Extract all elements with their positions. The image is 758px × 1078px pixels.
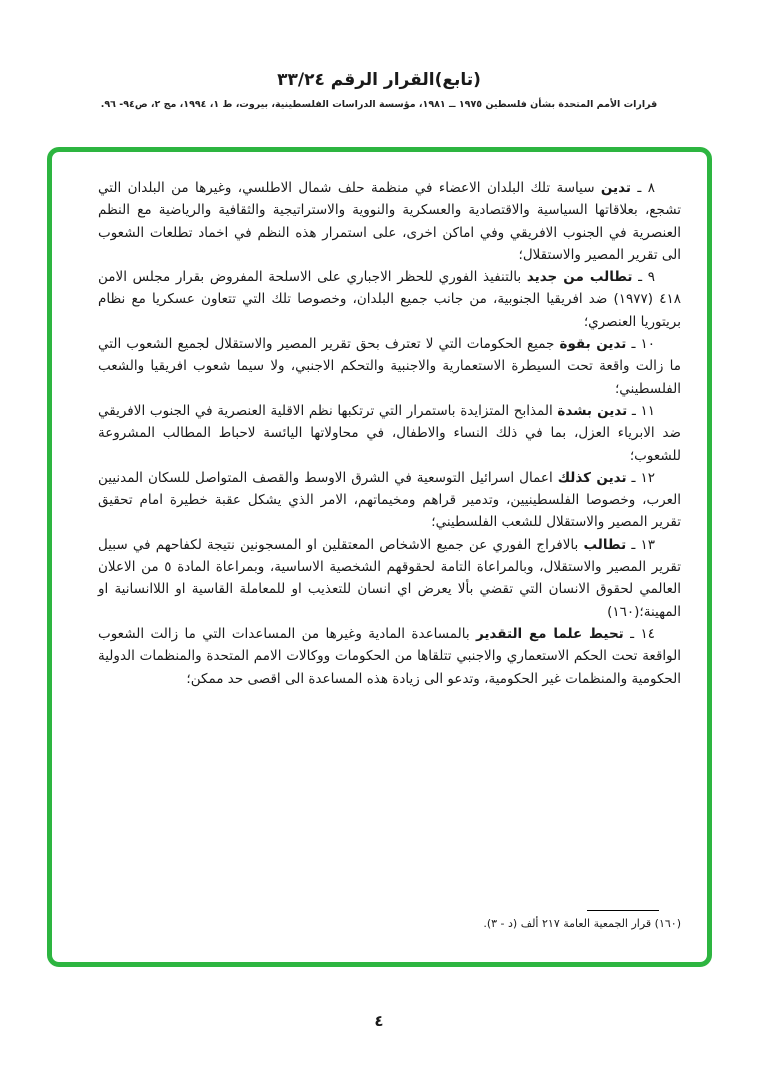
resolution-text-block	[98, 177, 681, 690]
resolution-paragraph-8	[98, 177, 681, 266]
paragraph-lead: تدين	[600, 180, 631, 196]
paragraph-number: ١٤ ـ	[630, 625, 655, 642]
paragraph-lead: تدين بقوة	[559, 336, 627, 353]
resolution-paragraph-13	[98, 534, 681, 623]
resolution-paragraph-10	[98, 333, 681, 400]
paragraph-text: اعمال اسرائيل التوسعية في الشرق الاوسط والقصف المتواصل للسكان المدنيين العرب، وخصوصا الفلسطينيين، وتدمير قراهم ومخيماتهم، الامر الذي يشكل عقبة خطيرة امام تحقيق تقرير المصير والاستقلال للشعب الفلسطيني؛	[98, 469, 681, 531]
document-header	[0, 70, 758, 110]
paragraph-lead: تدين كذلك	[557, 469, 627, 486]
paragraph-text: بالتنفيذ الفوري للحظر الاجباري على الاسلحة المفروض بقرار مجلس الامن ٤١٨ (١٩٧٧) ضد افريقيا الجنوبية، من جانب جميع البلدان، وخصوصا تلك التي تتعاون عسكريا مع نظام بريتوريا العنصري؛	[98, 269, 681, 330]
resolution-paragraph-11	[98, 400, 681, 467]
paragraph-number: ٨ ـ	[637, 180, 655, 196]
resolution-paragraph-12	[98, 467, 681, 534]
page-number: ٤	[374, 1012, 384, 1030]
paragraph-lead: تطالب من جديد	[526, 269, 633, 286]
document-subtitle: قرارات الأمم المتحدة بشأن فلسطين ١٩٧٥ ــ ١٩٨١، مؤسسة الدراسات الفلسطينية، بيروت، ط ١، ١٩٩٤، مج ٢، ص٩٤- ٩٦.	[100, 99, 658, 110]
paragraph-text: سياسة تلك البلدان الاعضاء في منظمة حلف شمال الاطلسي، وغيرها من البلدان التي تشجع، بعلاقاتها السياسية والاقتصادية والعسكرية والنووية والاستراتيجية والثقافية والرياضية مع النظم العنصرية في الجنوب الافريقي وفي اماكن اخرى، على استمرار هذه النظم في اخماد تطلعات الشعوب الى تقرير المصير والاستقلال؛	[98, 180, 681, 263]
document-title: (تابع)القرار الرقم ٣٣/٢٤	[277, 70, 481, 90]
highlight-annotation-box	[47, 147, 712, 967]
paragraph-text: المذابح المتزايدة باستمرار التي ترتكبها نظم الاقلية العنصرية في الجنوب الافريقي ضد الابرياء العزل، بما في ذلك النساء والاطفال، في محاولاتها اليائسة لاحباط المطالب المشروعة للشعوب؛	[98, 402, 681, 464]
resolution-paragraph-9	[98, 266, 681, 333]
footnote: (١٦٠) قرار الجمعية العامة ٢١٧ ألف (د - ٣).	[483, 917, 681, 930]
footnote-area	[98, 910, 681, 930]
paragraph-number: ١١ ـ	[631, 402, 656, 419]
paragraph-lead: تطالب	[583, 536, 627, 553]
paragraph-number: ١٠ ـ	[631, 336, 656, 353]
paragraph-text: جميع الحكومات التي لا تعترف بحق تقرير المصير والاستقلال لجميع الشعوب التي ما زالت واقعة تحت السيطرة الاستعمارية والاجنبية والتحكم الاجنبي، ولا سيما شعوب افريقيا والشعب الفلسطيني؛	[98, 336, 681, 397]
paragraph-lead: تحيط علما مع التقدير	[475, 625, 624, 642]
footnote-separator	[587, 910, 659, 911]
paragraph-text: بالافراج الفوري عن جميع الاشخاص المعتقلين او المسجونين نتيجة لكفاحهم في سبيل تقرير المصير والاستقلال، وبالمراعاة التامة لحقوقهم الشخصية الاساسية، وبمراعاة المادة ٥ من الاعلان العالمي لحقوق الانسان التي تقضي بألا يعرض اي انسان للتعذيب او للمعاملة القاسية او اللاانسانية او المهينة؛(١٦٠)	[98, 536, 681, 620]
paragraph-number: ١٢ ـ	[631, 469, 656, 486]
paragraph-number: ٩ ـ	[638, 269, 656, 286]
paragraph-text: بالمساعدة المادية وغيرها من المساعدات التي ما زالت الشعوب الواقعة تحت الحكم الاستعماري والاجنبي تتلقاها من الحكومات ووكالات الامم المتحدة والمنظمات الدولية الحكومية والمنظمات غير الحكومية، وتدعو الى زيادة هذه المساعدة الى اقصى حد ممكن؛	[98, 625, 681, 687]
paragraph-number: ١٣ ـ	[631, 536, 655, 553]
resolution-paragraph-14	[98, 623, 681, 690]
paragraph-lead: تدين بشدة	[557, 402, 628, 419]
